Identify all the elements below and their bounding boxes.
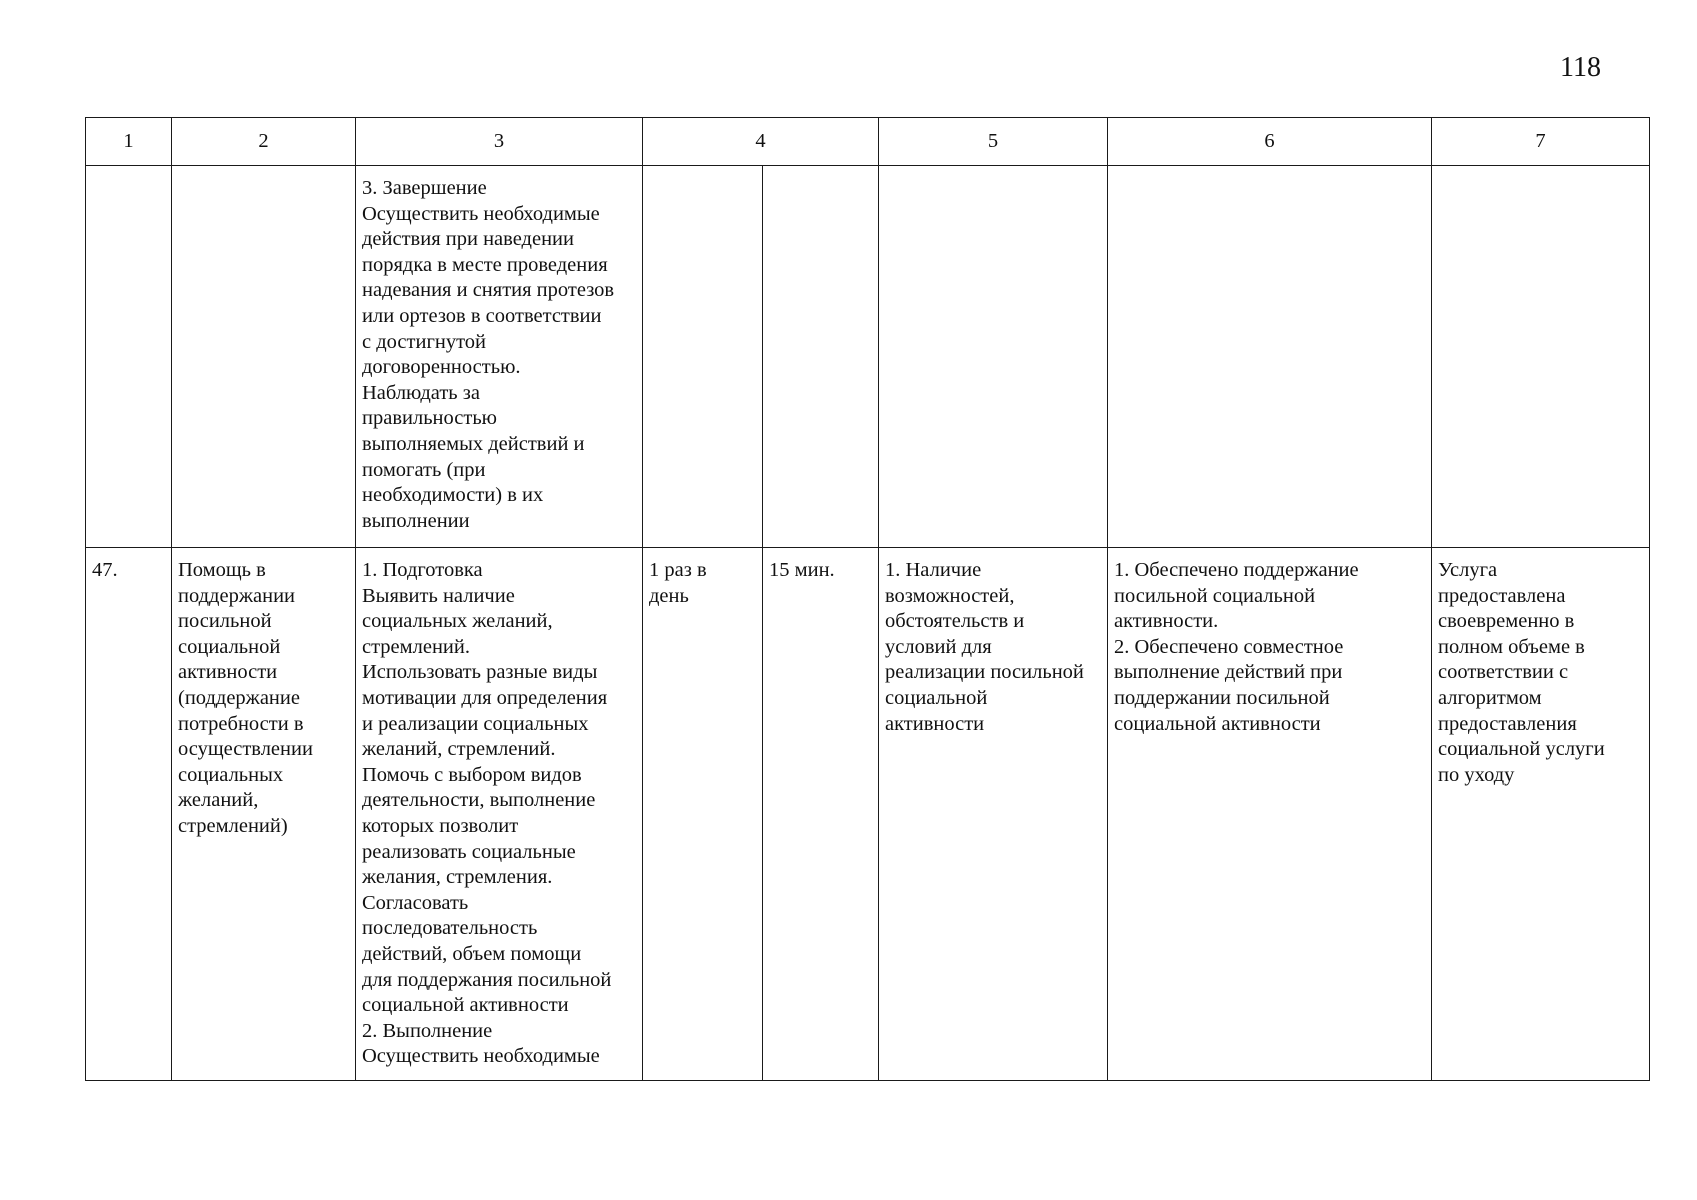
cell-service-name — [172, 166, 356, 548]
column-header-2: 2 — [172, 118, 356, 166]
cell-results: 1. Обеспечено поддержание посильной социальной активности. 2. Обеспечено совместное выполнение действий при поддержании посильной социальной активности — [1108, 548, 1432, 1081]
table-row-continued — [86, 166, 1650, 548]
column-header-6: 6 — [1108, 118, 1432, 166]
cell-frequency: 1 раз в день — [643, 548, 763, 1081]
cell-procedure: 1. Подготовка Выявить наличие социальных желаний, стремлений. Использовать разные виды мотивации для определения и реализации социальных желаний, стремлений. Помочь с выбором видов деятельности, выполнение которых позволит реализовать социальные желания, стремления. Согласовать последовательность действий, объем помощи для поддержания посильной социальной активности 2. Выполнение Осуществить необходимые — [356, 548, 643, 1081]
column-header-1: 1 — [86, 118, 172, 166]
cell-service-name: Помощь в поддержании посильной социальной активности (поддержание потребности в осуществлении социальных желаний, стремлений) — [172, 548, 356, 1081]
table-header-row — [86, 118, 1650, 166]
column-header-7: 7 — [1432, 118, 1650, 166]
cell-number: 47. — [86, 548, 172, 1081]
column-header-4: 4 — [643, 118, 879, 166]
column-header-3: 3 — [356, 118, 643, 166]
cell-results — [1108, 166, 1432, 548]
cell-procedure: 3. Завершение Осуществить необходимые действия при наведении порядка в месте проведения надевания и снятия протезов или ортезов в соответствии с достигнутой договоренностью. Наблюдать за правильностью выполняемых действий и помогать (при необходимости) в их выполнении — [356, 166, 643, 548]
column-header-5: 5 — [879, 118, 1108, 166]
page-number: 118 — [1560, 52, 1601, 83]
table-row-47 — [86, 548, 1650, 1081]
cell-conditions — [879, 166, 1108, 548]
cell-duration — [763, 166, 879, 548]
cell-quality: Услуга предоставлена своевременно в полном объеме в соответствии с алгоритмом предоставления социальной услуги по уходу — [1432, 548, 1650, 1081]
cell-frequency — [643, 166, 763, 548]
cell-quality — [1432, 166, 1650, 548]
services-table — [85, 117, 1650, 1081]
cell-number — [86, 166, 172, 548]
cell-conditions: 1. Наличие возможностей, обстоятельств и условий для реализации посильной социальной активности — [879, 548, 1108, 1081]
cell-duration: 15 мин. — [763, 548, 879, 1081]
